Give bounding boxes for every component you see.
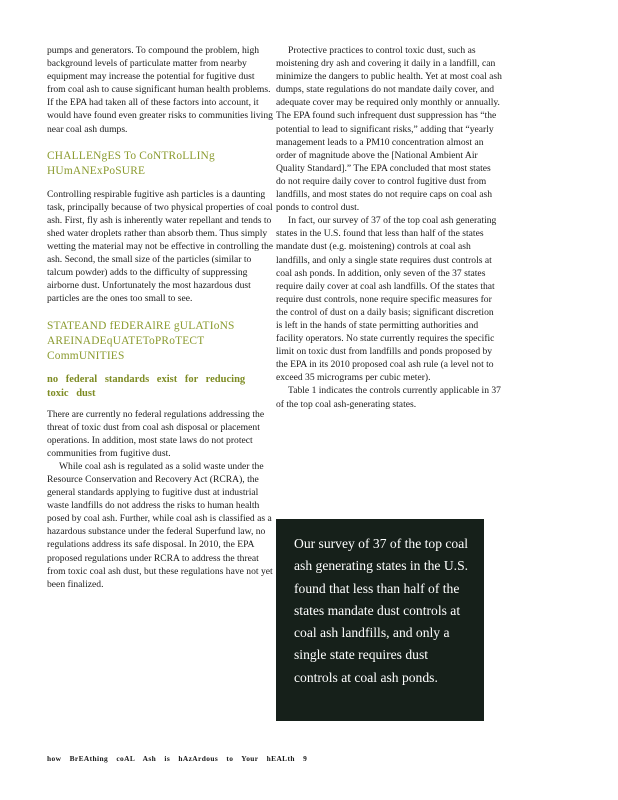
rcra-paragraph: While coal ash is regulated as a solid waste under the Resource Conservation and Recovery Act (RCRA), the general standards applying to fugitive dust at industrial waste landfills do not address the risks to human health posed by coal ash. Further, while coal ash is classified as a hazardous substance under the federal Superfund law, no regulations address its safe disposal. In 2010, the EPA proposed regulations under RCRA to address the threat from toxic coal ash dust, but these regulations have not yet been finalized. — [47, 460, 273, 590]
left-column — [47, 44, 273, 591]
protective-practices-paragraph: Protective practices to control toxic dust, such as moistening dry ash and covering it daily in a landfill, can minimize the dangers to public health. Yet at most coal ash dumps, state regulations do not mandate daily cover, and adequate cover may be required only monthly or annually. The EPA found such infrequent dust suppression has “the potential to lead to significant risks,” adding that “yearly management leads to a PM10 concentration almost an order of magnitude above the [National Ambient Air Quality Standard].” The EPA concluded that most states do not require daily cover to control fugitive dust from landfills, and most states do not require caps on coal ash ponds to control dust. — [276, 45, 502, 214]
heading-regulations: STATEAND fEDERAlRE gULATIoNS AREINADEqUATEToPRoTECT CommUNITIES — [47, 319, 235, 362]
table-reference-paragraph: Table 1 indicates the controls currently applicable in 37 of the top coal ash-generating states. — [276, 385, 501, 410]
challenges-paragraph: Controlling respirable fugitive ash particles is a daunting task, principally because of two physical properties of coal ash. First, fly ash is inherently water repellant and tends to shed water droplets rather than absorb them. Thus simply wetting the material may not be effective in controlling the ash. Second, the small size of the particles (similar to talcum powder) adds to the difficulty of suppressing airborne dust. Unfortunately the most hazardous dust particles are the ones too small to see. — [47, 188, 274, 305]
no-federal-paragraph: There are currently no federal regulations addressing the threat of toxic dust from coal ash disposal or placement operations. In addition, most state laws do not protect communities from fugitive dust. — [47, 408, 265, 459]
survey-paragraph: In fact, our survey of 37 of the top coal ash generating states in the U.S. found that less than half of the states mandate dust (e.g. moistening) controls at coal ash landfills, and only a single state requires dust controls at coal ash ponds. In addition, only seven of the 37 states require daily cover at coal ash landfills. Of the states that require dust controls, none require specific measures for the control of dust on a daily basis; significant discretion is left in the hands of state permitting authorities and facility operators. No state currently requires the specific limit on toxic dust from landfills and ponds proposed by the EPA in its 2010 proposed coal ash rule (a level not to exceed 35 micrograms per cubic meter). — [276, 215, 497, 384]
heading-challenges: CHALLENgES To CoNTRoLLINg HUmANExPoSURE — [47, 149, 215, 177]
subheading-no-federal-standards: no federal standards exist for reducing toxic dust — [47, 373, 246, 399]
continued-paragraph: pumps and generators. To compound the problem, high background levels of particulate matter from nearby equipment may increase the potential for fugitive dust from coal ash to cause significant human health problems. If the EPA had taken all of these factors into account, it would have found even greater risks to communities living near coal ash dumps. — [47, 45, 273, 135]
pull-quote-box — [276, 519, 484, 721]
pull-quote-text: Our survey of 37 of the top coal ash generating states in the U.S. found that less than half of the states mandate dust controls at coal ash landfills, and only a single state requires dust controls at coal ash ponds. — [294, 536, 469, 685]
right-column — [276, 44, 502, 411]
page-footer: how BrEAthing coAL Ash is hAzArdous to Your hEALth 9 — [47, 754, 308, 763]
